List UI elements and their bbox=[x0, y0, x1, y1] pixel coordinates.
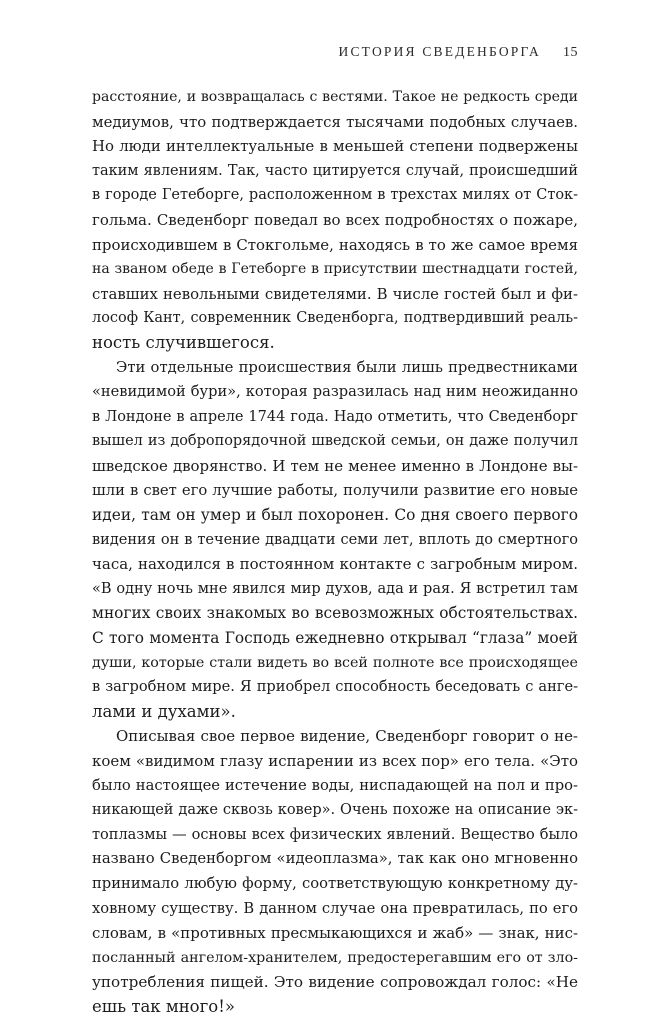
paragraph-first-line: Эти отдельные происшествия были лишь предвестниками bbox=[116, 358, 578, 376]
text-line: топлазмы — основы всех физических явлений. Вещество было bbox=[92, 826, 578, 843]
text-line: названо Сведенборгом «идеоплазма», так как оно мгновенно bbox=[92, 850, 578, 868]
text-line: медиумов, что подтверждается тысячами подобных случаев. bbox=[92, 112, 578, 131]
running-head-title: ИСТОРИЯ СВЕДЕНБОРГА bbox=[338, 44, 541, 59]
text-line: шведское дворянство. И тем не менее именно в Лондоне вы- bbox=[92, 456, 578, 475]
paragraph-end-line: лами и духами». bbox=[92, 701, 236, 721]
text-line: многих своих знакомых во всевозможных обстоятельствах. bbox=[92, 604, 578, 623]
body-text bbox=[92, 85, 578, 1020]
text-line: в городе Гетеборге, расположенном в трехстах милях от Сток- bbox=[92, 187, 578, 204]
text-line: происходившем в Стокгольме, находясь в то же самое время bbox=[92, 235, 578, 254]
paragraph-first-line: Описывая свое первое видение, Сведенборг говорит о не- bbox=[116, 727, 578, 746]
text-line: в Лондоне в апреле 1744 года. Надо отметить, что Сведенборг bbox=[92, 408, 578, 425]
text-line: никающей даже сквозь ковер». Очень похоже на описание эк- bbox=[92, 802, 578, 819]
text-line: «В одну ночь мне явился мир духов, ада и рая. Я встретил там bbox=[92, 580, 578, 597]
text-line: на званом обеде в Гетеборге в присутствии шестнадцати гостей, bbox=[92, 261, 578, 278]
text-line: видения он в течение двадцати семи лет, вплоть до смертного bbox=[92, 531, 578, 548]
running-head bbox=[92, 44, 578, 64]
text-line: ховному существу. В данном случае она превратилась, по его bbox=[92, 899, 578, 917]
text-line: посланный ангелом-хранителем, предостерегавшим его от зло- bbox=[92, 949, 578, 966]
text-line: в загробном мире. Я приобрел способность беседовать с анге- bbox=[92, 678, 578, 696]
text-line: коем «видимом глазу испарении из всех пор» его тела. «Это bbox=[92, 752, 578, 771]
paragraph-end-line: ность случившегося. bbox=[92, 332, 275, 352]
text-line: принимало любую форму, соответствующую конкретному ду- bbox=[92, 875, 578, 892]
page-number: 15 bbox=[563, 45, 578, 60]
text-line: таким явлениям. Так, часто цитируется случай, происшедший bbox=[92, 162, 578, 179]
text-line: употребления пищей. Это видение сопровождал голос: «Не bbox=[92, 973, 578, 992]
text-line: ставших невольными свидетелями. В числе гостей был и фи- bbox=[92, 284, 578, 303]
paragraph-end-line: ешь так много!» bbox=[92, 996, 235, 1016]
text-line: души, которые стали видеть во всей полноте все происходящее bbox=[92, 654, 578, 671]
text-line: гольма. Сведенборг поведал во всех подробностях о пожаре, bbox=[92, 210, 578, 229]
text-line: С того момента Господь ежедневно открывал “глаза” моей bbox=[92, 629, 578, 648]
text-line: «невидимой бури», которая разразилась над ним неожиданно bbox=[92, 383, 578, 401]
text-line: вышел из добропорядочной шведской семьи, он даже получил bbox=[92, 433, 578, 450]
text-line: было настоящее истечение воды, ниспадающей на пол и про- bbox=[92, 776, 578, 794]
text-line: расстояние, и возвращалась с вестями. Такое не редкость среди bbox=[92, 89, 578, 105]
text-line: лософ Кант, современник Сведенборга, подтвердивший реаль- bbox=[92, 310, 578, 327]
text-line: словам, в «противных пресмыкающихся и жаб» — знак, нис- bbox=[92, 924, 578, 943]
text-line: Но люди интеллектуальные в меньшей степени подвержены bbox=[92, 137, 578, 156]
text-line: идеи, там он умер и был похоронен. Со дня своего первого bbox=[92, 506, 578, 525]
text-line: часа, находился в постоянном контакте с загробным миром. bbox=[92, 555, 578, 574]
text-line: шли в свет его лучшие работы, получили развитие его новые bbox=[92, 481, 578, 499]
